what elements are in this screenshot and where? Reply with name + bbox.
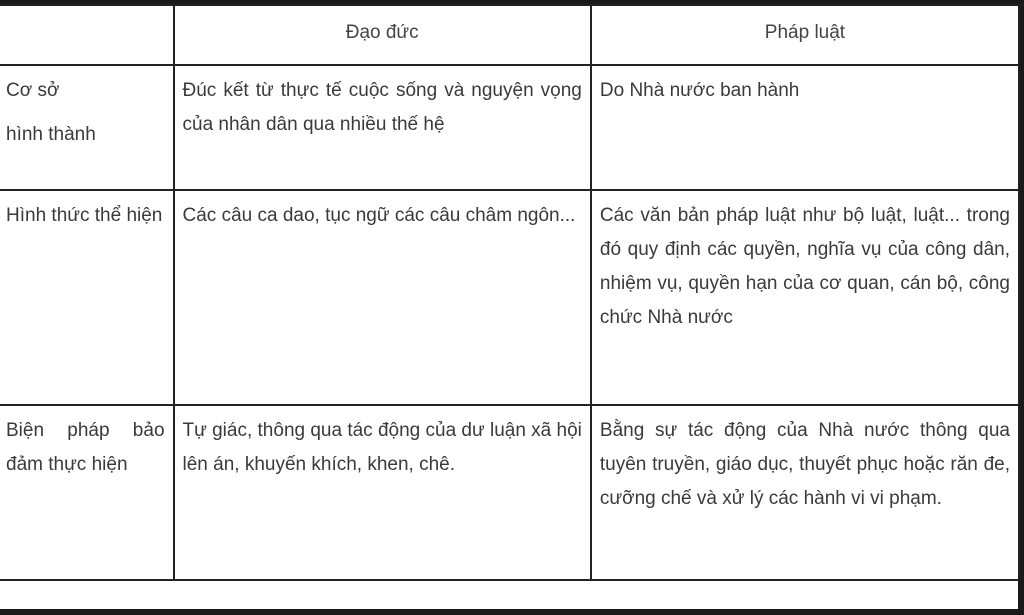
table-row [0,405,1019,580]
row-label-line: hình thành [6,124,96,145]
table-header-row [0,5,1019,65]
row-label-co-so-hinh-thanh [0,65,174,190]
cell-phap-luat: Do Nhà nước ban hành [591,65,1019,190]
header-phap-luat: Pháp luật [591,5,1019,65]
row-label-bien-phap: Biện pháp bảo đảm thực hiện [0,405,174,580]
header-empty-cell [0,5,174,65]
row-label-line: Cơ sở [6,80,60,101]
comparison-table [0,4,1020,581]
cell-phap-luat: Bằng sự tác động của Nhà nước thông qua tuyên truyền, giáo dục, thuyết phục hoặc răn đe, cưỡng chế và xử lý các hành vi vi phạm. [591,405,1019,580]
cell-dao-duc: Tự giác, thông qua tác động của dư luận xã hội lên án, khuyến khích, khen, chê. [174,405,591,580]
cell-dao-duc: Đúc kết từ thực tế cuộc sống và nguyện vọng của nhân dân qua nhiều thế hệ [174,65,591,190]
header-dao-duc: Đạo đức [174,5,591,65]
table-row [0,190,1019,405]
table-row [0,65,1019,190]
row-label-hinh-thuc-the-hien: Hình thức thể hiện [0,190,174,405]
cell-phap-luat: Các văn bản pháp luật như bộ luật, luật... trong đó quy định các quyền, nghĩa vụ của công dân, nhiệm vụ, quyền hạn của cơ quan, cán bộ, công chức Nhà nước [591,190,1019,405]
cell-dao-duc: Các câu ca dao, tục ngữ các câu châm ngôn... [174,190,591,405]
